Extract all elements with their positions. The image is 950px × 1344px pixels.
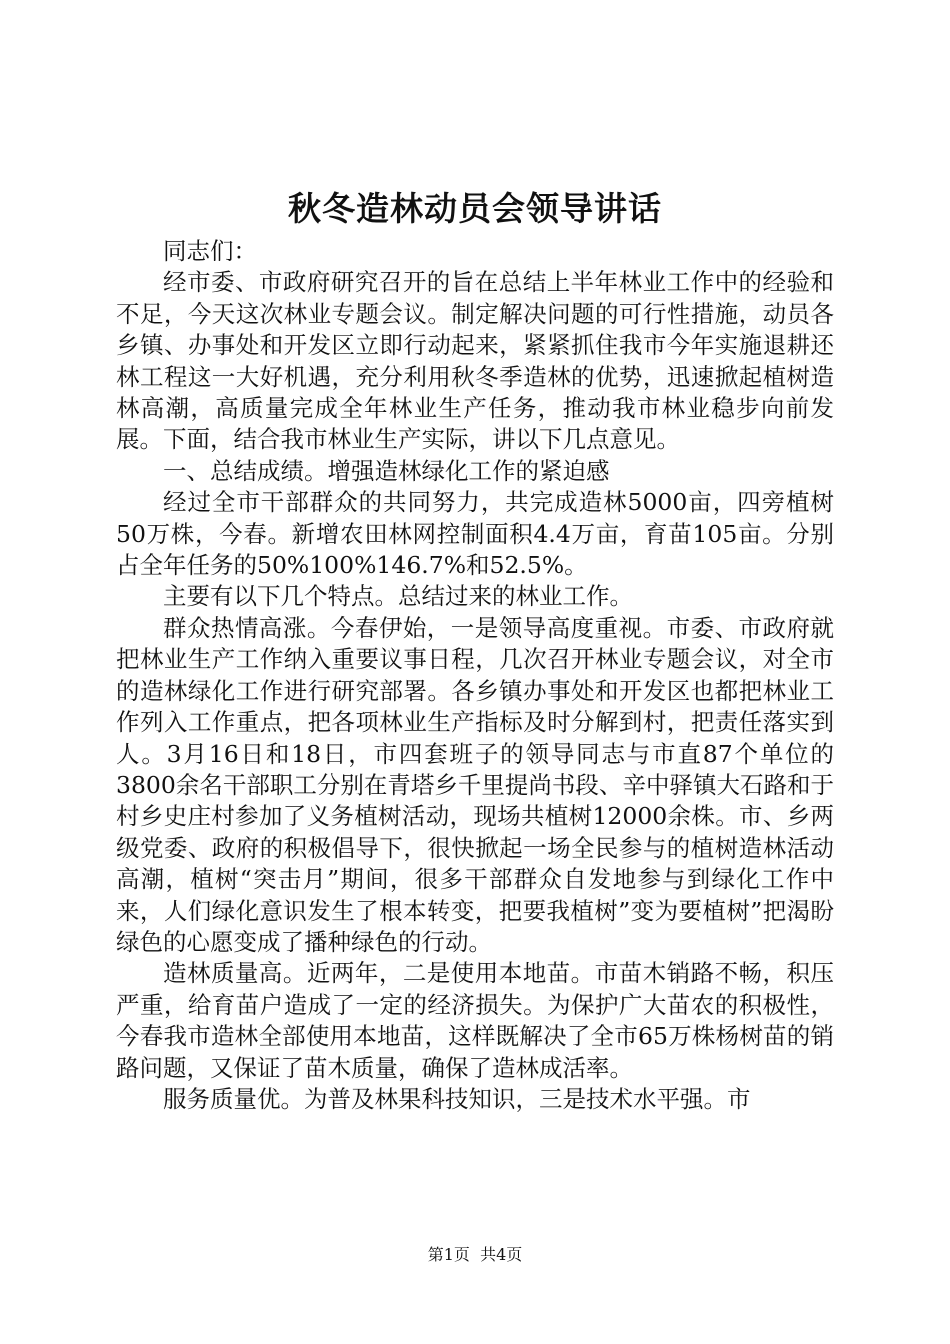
paragraph-intro: 经市委、市政府研究召开的旨在总结上半年林业工作中的经验和不足，今天这次林业专题会议。制定解决问题的可行性措施，动员各乡镇、办事处和开发区立即行动起来，紧紧抓住我市今年实施退耕还林工程这一大好机遇，充分利用秋冬季造林的优势，迅速掀起植树造林高潮，高质量完成全年林业生产任务，推动我市林业稳步向前发展。下面，结合我市林业生产实际，讲以下几点意见。 — [116, 268, 834, 454]
paragraph-leadership: 群众热情高涨。今春伊始，一是领导高度重视。市委、市政府就把林业生产工作纳入重要议事日程，几次召开林业专题会议，对全市的造林绿化工作进行研究部署。各乡镇办事处和开发区也都把林业工作列入工作重点，把各项林业生产指标及时分解到村，把责任落实到人。3月16日和18日，市四套班子的领导同志与市直87个单位的3800余名干部职工分别在青塔乡千里提尚书段、辛中驿镇大石路和于村乡史庄村参加了义务植树活动，现场共植树12000余株。市、乡两级党委、政府的积极倡导下，很快掀起一场全民参与的植树造林活动高潮，植树“突击月”期间，很多干部群众自发地参与到绿化工作中来，人们绿化意识发生了根本转变，把要我植树”变为要植树”把渴盼绿色的心愿变成了播种绿色的行动。 — [116, 613, 834, 956]
paragraph-features: 主要有以下几个特点。总结过来的林业工作。 — [163, 582, 633, 611]
page-total: 共4页 — [480, 1245, 523, 1264]
document-body — [116, 236, 834, 1115]
paragraph-quality: 造林质量高。近两年，二是使用本地苗。市苗木销路不畅，积压严重，给育苗户造成了一定的经济损失。为保护广大苗农的积极性，今春我市造林全部使用本地苗，这样既解决了全市65万株杨树苗的销路问题，又保证了苗木质量，确保了造林成活率。 — [116, 959, 834, 1082]
paragraph-achievements: 经过全市干部群众的共同努力，共完成造林5000亩，四旁植树50万株，今春。新增农田林网控制面积4.4万亩，育苗105亩。分别占全年任务的50%100%146.7%和52.5%。 — [116, 488, 834, 580]
page-footer — [0, 1244, 950, 1266]
paragraph-service: 服务质量优。为普及林果科技知识，三是技术水平强。市 — [163, 1084, 751, 1113]
page-number: 第1页 — [427, 1245, 470, 1264]
greeting: 同志们： — [163, 237, 257, 265]
section-heading: 一、总结成绩。增强造林绿化工作的紧迫感 — [163, 456, 610, 485]
document-title: 秋冬造林动员会领导讲话 — [288, 189, 662, 228]
